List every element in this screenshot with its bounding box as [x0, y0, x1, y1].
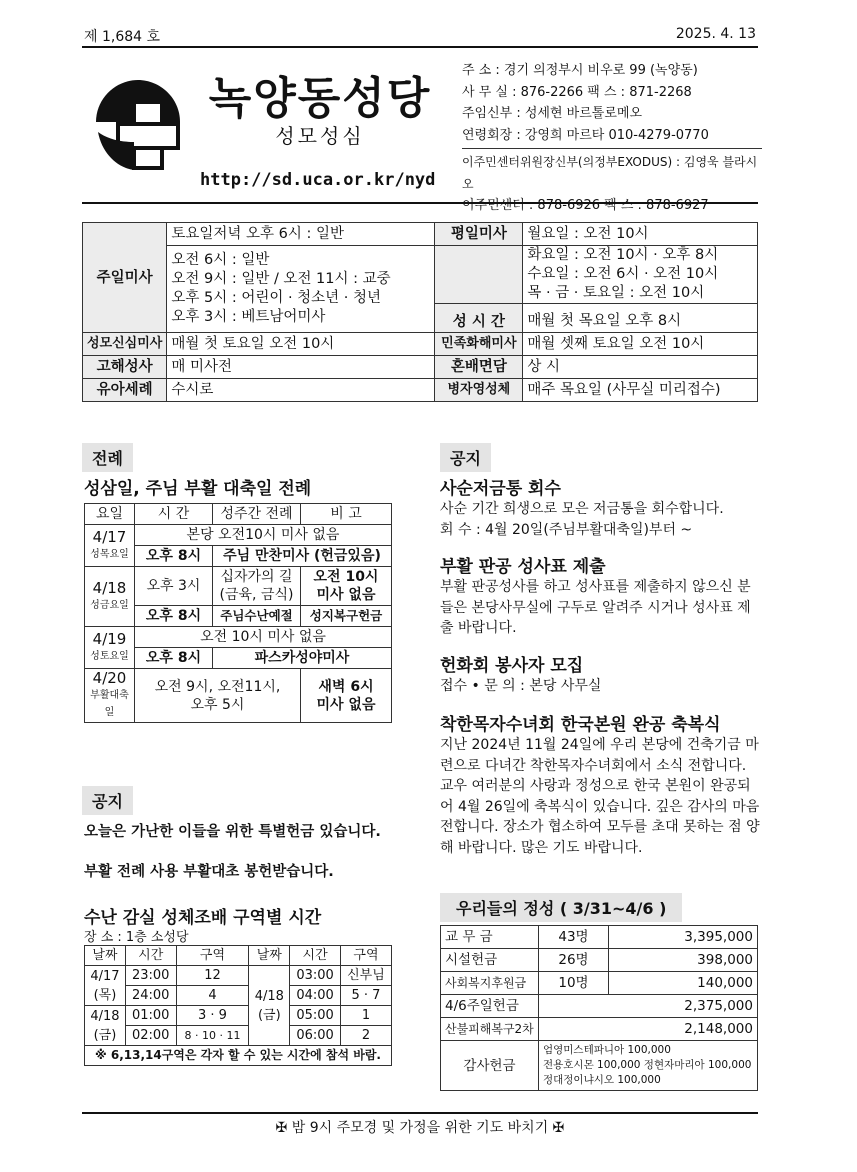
time-cell: 06:00	[290, 1026, 341, 1046]
weekday-row: 수요일 : 오전 6시 · 오전 10시	[527, 266, 719, 282]
adoration-title: 수난 감실 성체조배 구역별 시간	[84, 908, 322, 928]
sunday-mass-row: 오후 3시 : 베트남어미사	[171, 309, 326, 325]
sick-communion-value: 매주 목요일 (사무실 미리접수)	[523, 379, 758, 402]
offering-amount: 140,000	[609, 972, 758, 995]
notice-left-section	[82, 786, 133, 815]
zone-cell: 8 · 10 · 11	[176, 1026, 249, 1046]
sunday-mass-row: 토요일저녁 오후 6시 : 일반	[167, 223, 435, 246]
notice-text: 지난 2024년 11월 24일에 우리 본당에 건축기금 마련으로 다녀간 착한목자수녀회에서 소식 전합니다. 교우 여러분의 사랑과 정성으로 한국 본원이 완공되어 4월 26일에 축복식이 있습니다. 깊은 감사의 마음 전합니다. 장소가 협소하여 모두를 초대 못하는 점 양해 바랍니다. 많은 기도 바랍니다.	[440, 737, 760, 856]
baptism-label: 유아세례	[83, 379, 167, 402]
weekday-row: 화요일 : 오전 10시 · 오후 8시	[527, 247, 719, 263]
note-cell: 성지복구헌금	[301, 606, 392, 627]
time-cell: 05:00	[290, 1006, 341, 1026]
time-cell: 01:00	[125, 1006, 176, 1026]
heart-mass-value: 매월 첫 토요일 오전 10시	[167, 333, 435, 356]
parish-url[interactable]: http://sd.uca.or.kr/nyd	[200, 170, 436, 190]
offering-count: 43명	[539, 926, 609, 949]
time-cell: 오후 8시	[135, 546, 213, 567]
table-header: 시간	[290, 946, 341, 966]
table-row: 오전 10시 미사 없음	[135, 627, 392, 648]
notice-text: 접수 • 문 의 : 본당 사무실	[440, 677, 602, 694]
table-header: 요일	[85, 504, 135, 525]
note-cell: 새벽 6시 미사 없음	[301, 669, 392, 723]
note-cell: 오전 10시 미사 없음	[301, 567, 392, 606]
sunday-mass-row: 오후 5시 : 어린이 · 청소년 · 청년	[171, 290, 382, 306]
liturgy-cell: 십자가의 길 (금육, 금식)	[213, 567, 301, 606]
weekday-row: 목 · 금 · 토요일 : 오전 10시	[527, 285, 705, 301]
issue-number: 제 1,684 호	[84, 29, 161, 45]
liturgy-cell: 주님수난예절	[213, 606, 301, 627]
confession-label: 고해성사	[83, 356, 167, 379]
weekday-mass-cell	[523, 246, 758, 333]
table-row: 본당 오전10시 미사 없음	[135, 525, 392, 546]
sunday-mass-row: 오전 6시 : 일반	[171, 252, 270, 268]
sunday-mass-row: 오전 9시 : 일반 / 오전 11시 : 교중	[171, 271, 391, 287]
reconcile-mass-value: 매월 셋째 토요일 오전 10시	[523, 333, 758, 356]
zone-cell: 3 · 9	[176, 1006, 249, 1026]
table-header: 시간	[125, 946, 176, 966]
notice-text: 회 수 : 4월 20일(주님부활대축일)부터 ~	[440, 521, 693, 538]
offering-amount: 3,395,000	[609, 926, 758, 949]
adoration-place: 장 소 : 1층 소성당	[84, 930, 189, 945]
holy-hour-label-text: 성 시 간	[452, 314, 505, 330]
table-header: 날짜	[249, 946, 290, 966]
time-cell: 오전 9시, 오전11시, 오후 5시	[135, 669, 301, 723]
date-cell: 4/19 성토요일	[85, 627, 135, 669]
notice-title: 사순저금통 회수	[440, 479, 561, 499]
weekday-mass-label: 평일미사	[435, 223, 523, 246]
time-cell: 02:00	[125, 1026, 176, 1046]
notice-right-section	[440, 443, 491, 472]
sick-communion-label: 병자영성체	[435, 379, 523, 402]
offering-label: 교 무 금	[441, 926, 539, 949]
table-header: 성주간 전례	[213, 504, 301, 525]
date-cell: 4/18 성금요일	[85, 567, 135, 627]
notice-title: 부활 판공 성사표 제출	[440, 557, 606, 577]
holy-hour-value: 매월 첫 목요일 오후 8시	[527, 313, 682, 329]
reconcile-mass-label: 민족화해미사	[435, 333, 523, 356]
thanks-donors: 엄영미스테파니아 100,000 전용호시몬 100,000 정현자마리아 100,000 정대정이냐시오 100,000	[539, 1041, 758, 1091]
liturgy-section	[82, 443, 133, 472]
offering-amount: 2,375,000	[539, 995, 758, 1018]
liturgy-table	[84, 503, 392, 723]
offering-label: 산불피해복구2차	[441, 1018, 539, 1041]
weekday-mass-cell	[523, 223, 758, 246]
offering-tag: 우리들의 정성 ( 3/31~4/6 )	[440, 893, 682, 922]
counsel-label: 혼배면담	[435, 356, 523, 379]
parish-logo	[88, 72, 188, 172]
notice-left-tag: 공지	[82, 786, 133, 815]
zone-cell: 1	[340, 1006, 391, 1026]
adoration-note: ※ 6,13,14구역은 각자 할 수 있는 시간에 참석 바람.	[85, 1046, 392, 1066]
date-cell: 4/20 부활대축일	[85, 669, 135, 723]
table-header: 구역	[340, 946, 391, 966]
table-header: 비 고	[301, 504, 392, 525]
confession-value: 매 미사전	[167, 356, 435, 379]
offering-count: 10명	[539, 972, 609, 995]
liturgy-tag: 전례	[82, 443, 133, 472]
offering-label: 시설헌금	[441, 949, 539, 972]
date-cell: 4/18 (금)	[249, 966, 290, 1046]
mass-schedule-table	[82, 222, 758, 402]
offering-count: 26명	[539, 949, 609, 972]
zone-cell: 신부님	[340, 966, 391, 986]
note-cell: 주님 만찬미사 (헌금있음)	[213, 546, 392, 567]
time-cell: 23:00	[125, 966, 176, 986]
notice-right-body	[440, 474, 760, 858]
zone-cell: 4	[176, 986, 249, 1006]
footer-text: ✠ 밤 9시 주모경 및 가정을 위한 기도 바치기 ✠	[275, 1120, 565, 1136]
info-migrant-head: 이주민센터위원장신부(의정부EXODUS) : 김영욱 블라시오	[462, 155, 758, 191]
parish-name: 녹양동성당	[208, 73, 432, 124]
date-cell: 4/17 성목요일	[85, 525, 135, 567]
holy-hour-label	[435, 246, 523, 333]
baptism-value: 수시로	[167, 379, 435, 402]
sunday-mass-label: 주일미사	[83, 223, 167, 333]
offering-label: 감사헌금	[441, 1041, 539, 1091]
issue-header	[82, 22, 758, 48]
offering-amount: 398,000	[609, 949, 758, 972]
time-cell: 04:00	[290, 986, 341, 1006]
time-cell: 오후 8시	[135, 648, 213, 669]
info-president: 연령회장 : 강영희 마르타 010-4279-0770	[462, 127, 709, 143]
weekday-row: 월요일 : 오전 10시	[527, 225, 649, 242]
header-divider	[82, 202, 758, 204]
info-pastor: 주임신부 : 성세현 바르톨로메오	[462, 106, 643, 121]
offering-label: 4/6주일헌금	[441, 995, 539, 1018]
offering-label: 사회복지후원금	[441, 972, 539, 995]
date-cell: 4/17 (목)	[85, 966, 126, 1006]
sunday-mass-cell	[167, 246, 435, 333]
issue-date: 2025. 4. 13	[675, 26, 756, 42]
time-cell: 오후 8시	[135, 606, 213, 627]
time-cell: 오후 3시	[135, 567, 213, 606]
time-cell: 03:00	[290, 966, 341, 986]
table-header: 날짜	[85, 946, 126, 966]
info-migrant-center: 이주민센터 : 878-6926 팩 스 : 878-6927	[462, 198, 709, 213]
notice-line: 오늘은 가난한 이들을 위한 특별헌금 있습니다.	[84, 824, 381, 840]
offering-section	[440, 893, 682, 922]
notice-title: 헌화회 봉사자 모집	[440, 655, 584, 676]
table-header: 시 간	[135, 504, 213, 525]
zone-cell: 12	[176, 966, 249, 986]
parish-info	[462, 60, 762, 217]
table-header: 구역	[176, 946, 249, 966]
time-cell: 24:00	[125, 986, 176, 1006]
counsel-value: 상 시	[523, 356, 758, 379]
zone-cell: 5 · 7	[340, 986, 391, 1006]
date-cell: 4/18 (금)	[85, 1006, 126, 1046]
adoration-table	[84, 945, 392, 1066]
offering-table	[440, 925, 758, 1091]
notice-text: 사순 기간 희생으로 모은 저금통을 회수합니다.	[440, 501, 724, 517]
note-cell: 파스카성야미사	[213, 648, 392, 669]
zone-cell: 2	[340, 1026, 391, 1046]
notice-line: 부활 전례 사용 부활대초 봉헌받습니다.	[84, 864, 334, 880]
notice-title: 착한목자수녀회 한국본원 완공 축복식	[440, 715, 721, 735]
notice-text: 부활 판공성사를 하고 성사표를 제출하지 않으신 분들은 본당사무실에 구두로 알려주 시거나 성사표 제출 바랍니다.	[440, 579, 751, 636]
parish-subtitle: 성모성심	[275, 124, 365, 148]
offering-amount: 2,148,000	[539, 1018, 758, 1041]
liturgy-title: 성삼일, 주님 부활 대축일 전례	[84, 479, 312, 499]
info-office: 사 무 실 : 876-2266 팩 스 : 871-2268	[462, 84, 692, 100]
heart-mass-label: 성모신심미사	[83, 333, 167, 356]
notice-right-tag: 공지	[440, 443, 491, 472]
info-address: 주 소 : 경기 의정부시 비우로 99 (녹양동)	[462, 63, 698, 78]
